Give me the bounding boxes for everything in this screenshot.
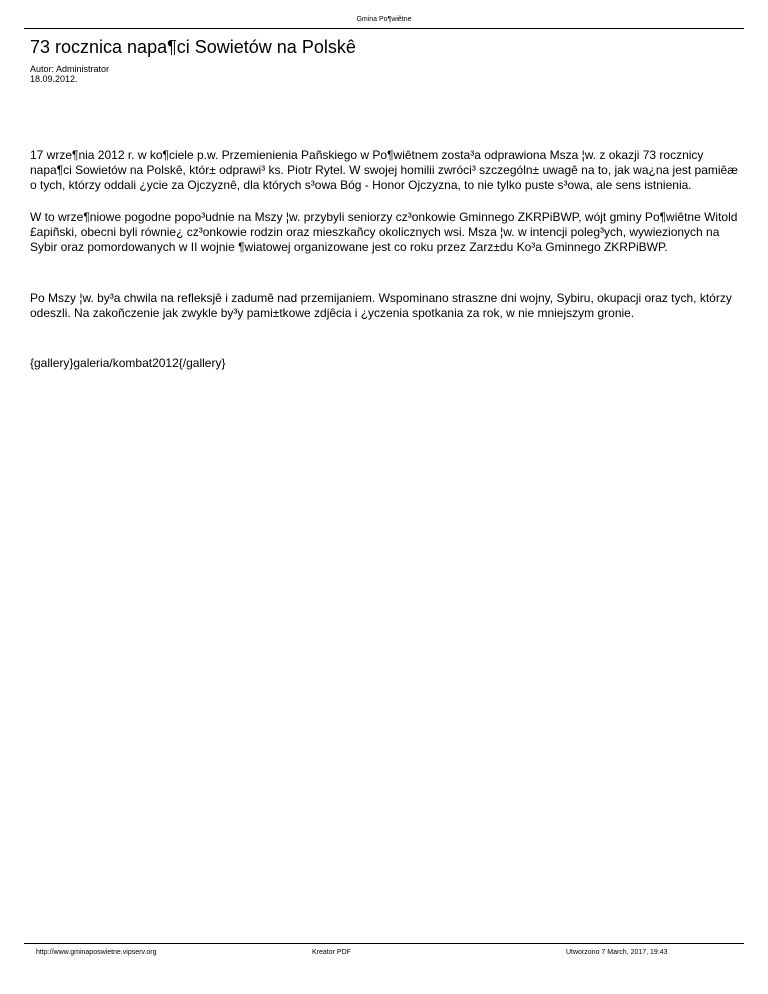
gallery-shortcode: {gallery}galeria/kombat2012{/gallery} bbox=[30, 356, 226, 370]
site-header: Gmina Po¶wiêtne bbox=[356, 16, 412, 23]
article-meta bbox=[30, 64, 109, 84]
article-paragraph: Po Mszy ¦w. by³a chwila na refleksjê i zadumê nad przemijaniem. Wspominano straszne dni wojny, Sybiru, okupacji oraz tych, którzy odeszli. Na zakoñczenie jak zwykle by³y pami±tkowe zdjêcia i ¿yczenia spotkania za rok, w nie mniejszym gronie. bbox=[30, 291, 732, 320]
article-date: 18.09.2012. bbox=[30, 74, 78, 84]
article-author: Autor: Administrator bbox=[30, 64, 110, 74]
footer-divider bbox=[24, 943, 744, 944]
footer-generator: Kreator PDF bbox=[312, 949, 351, 956]
article-paragraph: 17 wrze¶nia 2012 r. w ko¶ciele p.w. Przemienienia Pañskiego w Po¶wiêtnem zosta³a odprawiona Msza ¦w. z okazji 73 rocznicy napa¶ci Sowietów na Polskê, któr± odprawi³ ks. Piotr Rytel. W swojej homilii zwróci³ szczególn± uwagê na to, jak wa¿na jest pamiêæ o tych, którzy oddali ¿ycie za Ojczyznê, dla których s³owa Bóg - Honor Ojczyzna, to nie tylko puste s³owa, ale sens istnienia. bbox=[30, 148, 738, 192]
article-paragraph: W to wrze¶niowe pogodne popo³udnie na Mszy ¦w. przybyli seniorzy cz³onkowie Gminnego ZKRPiBWP, wójt gminy Po¶wiêtne Witold £apiñski, obecni byli równie¿ cz³onkowie rodzin oraz mieszkañcy okolicznych wsi. Msza ¦w. w intencji poleg³ych, wywiezionych na Sybir oraz pomordowanych w II wojnie ¶wiatowej organizowane jest co roku przez Zarz±du Ko³a Gminnego ZKRPiBWP. bbox=[30, 210, 738, 254]
article-title: 73 rocznica napa¶ci Sowietów na Polskê bbox=[30, 37, 356, 57]
footer-created-date: Utworzono 7 March, 2017, 19:43 bbox=[566, 949, 668, 956]
article-body bbox=[30, 148, 742, 371]
header-divider bbox=[24, 28, 744, 29]
footer-url: http://www.gminaposwietne.vipserv.org bbox=[36, 949, 157, 956]
